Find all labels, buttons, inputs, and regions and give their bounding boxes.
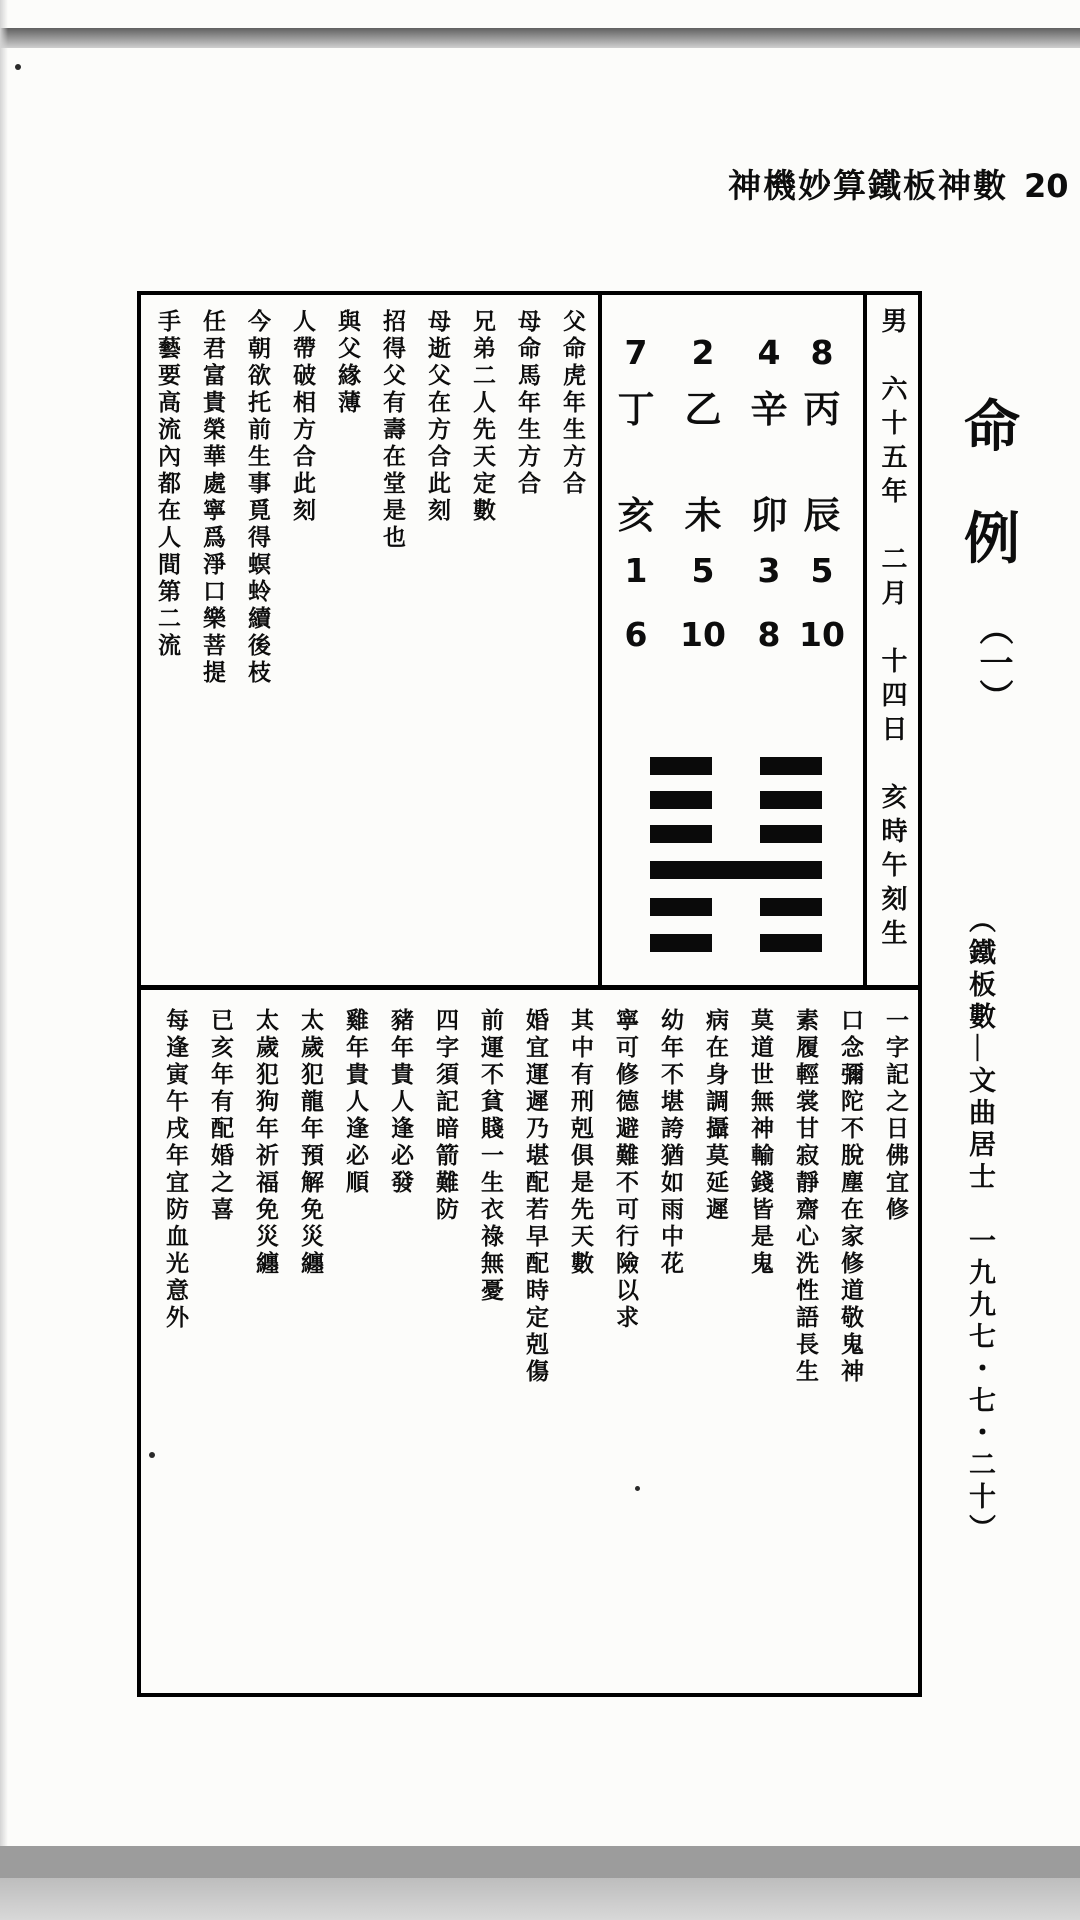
page-title-char: 例 [964, 509, 1020, 571]
hexagram-line-segment [650, 898, 712, 916]
hexagram-line-segment [760, 934, 822, 952]
hexagram-line-segment [650, 934, 712, 952]
scan-artifact-bottom-band [0, 1878, 1080, 1920]
hexagram-line-broken [650, 825, 822, 843]
hexagram-line-segment [760, 757, 822, 775]
scan-artifact-top-band [0, 28, 1080, 48]
pillar-column [733, 333, 805, 678]
pillar-number: 8 [757, 615, 781, 654]
pillar-character: 卯 [750, 496, 788, 537]
pillar-character: 丁 [617, 390, 655, 431]
pillar-character: 未 [684, 496, 722, 537]
pillar-character: 辰 [803, 496, 841, 537]
verse-column: 雞年貴人逢必順 [343, 1008, 368, 1197]
hexagram-line-broken [650, 898, 822, 916]
verse-column: 人帶破相方合此刻 [290, 309, 315, 525]
verse-column: 母逝父在方合此刻 [425, 309, 450, 525]
credit-line: （鐵板數—文曲居士 一九九七・七・二十） [965, 906, 995, 1546]
pillar-number: 1 [624, 551, 648, 590]
verse-column: 一字記之日佛宜修 [883, 1008, 908, 1224]
verse-column: 任君富貴榮華處寧爲淨口樂菩提 [200, 309, 225, 687]
verse-column: 兄弟二人先天定數 [470, 309, 495, 525]
pillar-character: 丙 [803, 390, 841, 431]
hexagram-line-solid [650, 861, 822, 879]
bottom-verses [141, 1008, 918, 1691]
scan-speck [635, 1486, 640, 1491]
verse-column: 父命虎年生方合 [560, 309, 585, 498]
verse-column: 每逢寅午戌年宜防血光意外 [163, 1008, 188, 1332]
scan-artifact-left-edge [0, 0, 8, 1920]
pillar-number: 4 [757, 333, 781, 372]
pillar-column [667, 333, 739, 678]
verse-column: 與父緣薄 [335, 309, 360, 417]
pillar-character: 亥 [617, 496, 655, 537]
top-verses [141, 309, 595, 985]
running-header [728, 160, 1069, 207]
birth-info-column: 男 六十五年 二月 十四日 亥時午刻生 [878, 307, 907, 953]
scan-artifact-bottom-band [0, 1846, 1080, 1878]
pillar-character: 乙 [684, 390, 722, 431]
book-title: 神機妙算鐵板神數 [728, 169, 1008, 205]
verse-column: 口念彌陀不脫塵在家修道敬鬼神 [838, 1008, 863, 1386]
hexagram-line-broken [650, 934, 822, 952]
content-box [137, 291, 922, 1697]
section-divider [141, 985, 918, 990]
hexagram-line-broken [650, 757, 822, 775]
pillar-number: 3 [757, 551, 781, 590]
pillar-number: 6 [624, 615, 648, 654]
verse-column: 其中有刑剋俱是先天數 [568, 1008, 593, 1278]
verse-column: 太歲犯狗年祈福免災纏 [253, 1008, 278, 1278]
verse-column: 病在身調攝莫延遲 [703, 1008, 728, 1224]
hexagram-line-segment [650, 825, 712, 843]
verse-column: 太歲犯龍年預解免災纏 [298, 1008, 323, 1278]
verse-column: 四字須記暗箭難防 [433, 1008, 458, 1224]
verse-column: 手藝要高流內都在人間第二流 [155, 309, 180, 660]
hexagram-line-segment [760, 825, 822, 843]
verse-column: 母命馬年生方合 [515, 309, 540, 498]
verse-column: 素履輕裳甘寂靜齋心洗性語長生 [793, 1008, 818, 1386]
hexagram-line-segment [760, 791, 822, 809]
pillar-number: 5 [810, 551, 834, 590]
pillar-number: 10 [799, 615, 845, 654]
pillar-column [600, 333, 672, 678]
verse-column: 婚宜運遲乃堪配若早配時定剋傷 [523, 1008, 548, 1386]
verse-column: 豬年貴人逢必發 [388, 1008, 413, 1197]
hexagram-line-segment [650, 757, 712, 775]
hexagram-line-segment [650, 791, 712, 809]
pillar-number: 7 [624, 333, 648, 372]
pillar-number: 10 [680, 615, 726, 654]
page-title-char: 命 [964, 397, 1020, 459]
pillar-number: 5 [691, 551, 715, 590]
page-title-suffix: （一） [974, 611, 1011, 713]
hexagram-line-broken [650, 791, 822, 809]
scan-speck [149, 1452, 155, 1458]
verse-column: 招得父有壽在堂是也 [380, 309, 405, 552]
hexagram-line-segment [760, 898, 822, 916]
hexagram-figure [650, 757, 822, 953]
pillar-number: 2 [691, 333, 715, 372]
page-number: 20 [1024, 167, 1069, 205]
verse-column: 今朝欲托前生事覓得螟蛉續後枝 [245, 309, 270, 687]
pillar-character: 辛 [750, 390, 788, 431]
verse-column: 莫道世無神輸錢皆是鬼 [748, 1008, 773, 1278]
page-title [938, 383, 1046, 713]
verse-column: 前運不貧賤一生衣祿無憂 [478, 1008, 503, 1305]
verse-column: 幼年不堪誇猶如雨中花 [658, 1008, 683, 1278]
verse-column: 已亥年有配婚之喜 [208, 1008, 233, 1224]
verse-column: 寧可修德避難不可行險以求 [613, 1008, 638, 1332]
scan-speck [15, 64, 21, 70]
pillar-number: 8 [810, 333, 834, 372]
